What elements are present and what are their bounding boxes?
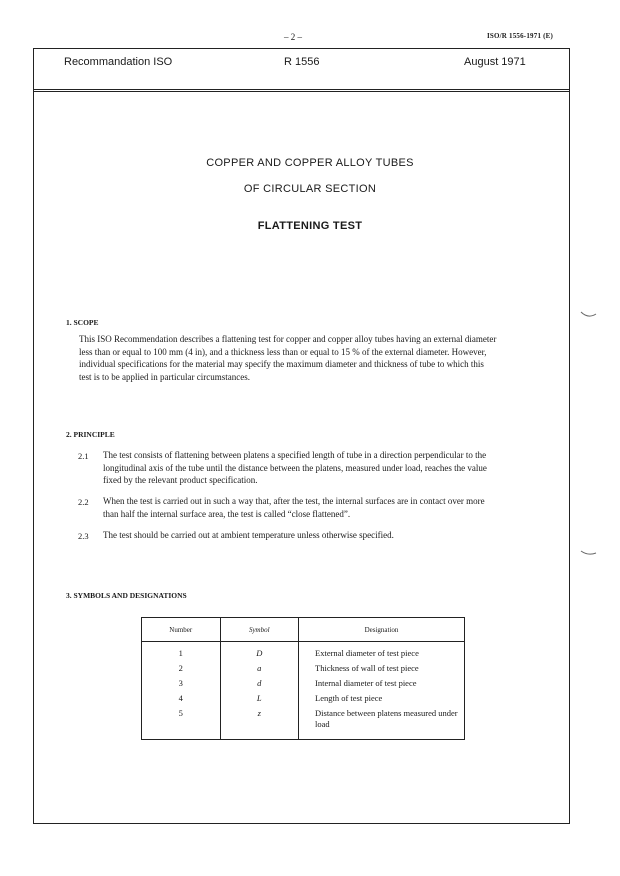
table-row [142, 691, 465, 706]
header-recommendation: Recommandation ISO [64, 56, 173, 68]
table-row [142, 642, 465, 662]
text-line: The test should be carried out at ambient temperature unless otherwise specified. [103, 530, 394, 540]
cell-designation: Thickness of wall of test piece [315, 663, 419, 673]
principle-paragraph-2 [103, 495, 569, 520]
column-header-symbol: Symbol [220, 618, 299, 642]
text-line: fixed by the relevant product specification. [103, 475, 258, 485]
cell-number: 4 [142, 691, 221, 706]
table-row [142, 706, 465, 740]
text-line: test is to be applied in particular circumstances. [79, 371, 250, 382]
cell-number: 2 [142, 661, 221, 676]
cell-symbol: a [220, 661, 299, 676]
symbols-heading: 3. SYMBOLS AND DESIGNATIONS [66, 591, 187, 600]
column-header-number: Number [142, 618, 221, 642]
title-line-2: OF CIRCULAR SECTION [243, 183, 377, 195]
principle-paragraph-3 [103, 529, 569, 542]
page-number: – 2 – [284, 32, 302, 42]
table-header-row [142, 618, 465, 642]
text-line: When the test is carried out in such a way that, after the test, the internal surfaces are in contact over more [103, 496, 485, 506]
scope-heading: 1. SCOPE [66, 318, 99, 327]
margin-mark-icon [580, 310, 598, 320]
title-flattening-test: FLATTENING TEST [257, 220, 363, 232]
text-line: This ISO Recommendation describes a flattening test for copper and copper alloy tubes having an external diameter [79, 334, 497, 344]
header-date: August 1971 [464, 56, 526, 68]
header-divider [34, 89, 569, 92]
scope-paragraph [79, 333, 569, 383]
cell-symbol: z [220, 706, 299, 740]
symbols-table [141, 617, 465, 740]
cell-number: 3 [142, 676, 221, 691]
cell-designation: Length of test piece [315, 693, 383, 703]
cell-symbol: d [220, 676, 299, 691]
principle-heading: 2. PRINCIPLE [66, 430, 115, 439]
text-line: less than or equal to 100 mm (4 in), and a thickness less than or equal to 15 % of the external diameter. However, [79, 346, 487, 357]
cell-number: 5 [142, 706, 221, 740]
table-row [142, 676, 465, 691]
margin-mark-icon [580, 548, 598, 558]
table-row [142, 661, 465, 676]
item-number: 2.3 [78, 531, 89, 541]
cell-designation: Distance between platens measured under load [315, 708, 458, 729]
cell-designation: External diameter of test piece [315, 648, 419, 658]
cell-designation: Internal diameter of test piece [315, 678, 417, 688]
column-header-designation: Designation [299, 618, 465, 642]
title-line-1: COPPER AND COPPER ALLOY TUBES [206, 157, 414, 169]
cell-number: 1 [142, 642, 221, 662]
text-line: individual specifications for the material may specify the maximum diameter and thickness of tube to which this [79, 359, 484, 369]
text-line: longitudinal axis of the tube until the distance between the platens, measured under load, reaches the value [103, 462, 487, 473]
document-reference: ISO/R 1556-1971 (E) [487, 32, 554, 40]
item-number: 2.2 [78, 497, 89, 507]
cell-symbol: L [220, 691, 299, 706]
header-code: R 1556 [284, 56, 320, 68]
item-number: 2.1 [78, 451, 89, 461]
principle-paragraph-1 [103, 449, 569, 487]
cell-symbol: D [220, 642, 299, 662]
text-line: The test consists of flattening between platens a specified length of tube in a direction perpendicular to the [103, 450, 487, 460]
text-line: than half the internal surface area, the test is called “close flattened”. [103, 508, 351, 519]
